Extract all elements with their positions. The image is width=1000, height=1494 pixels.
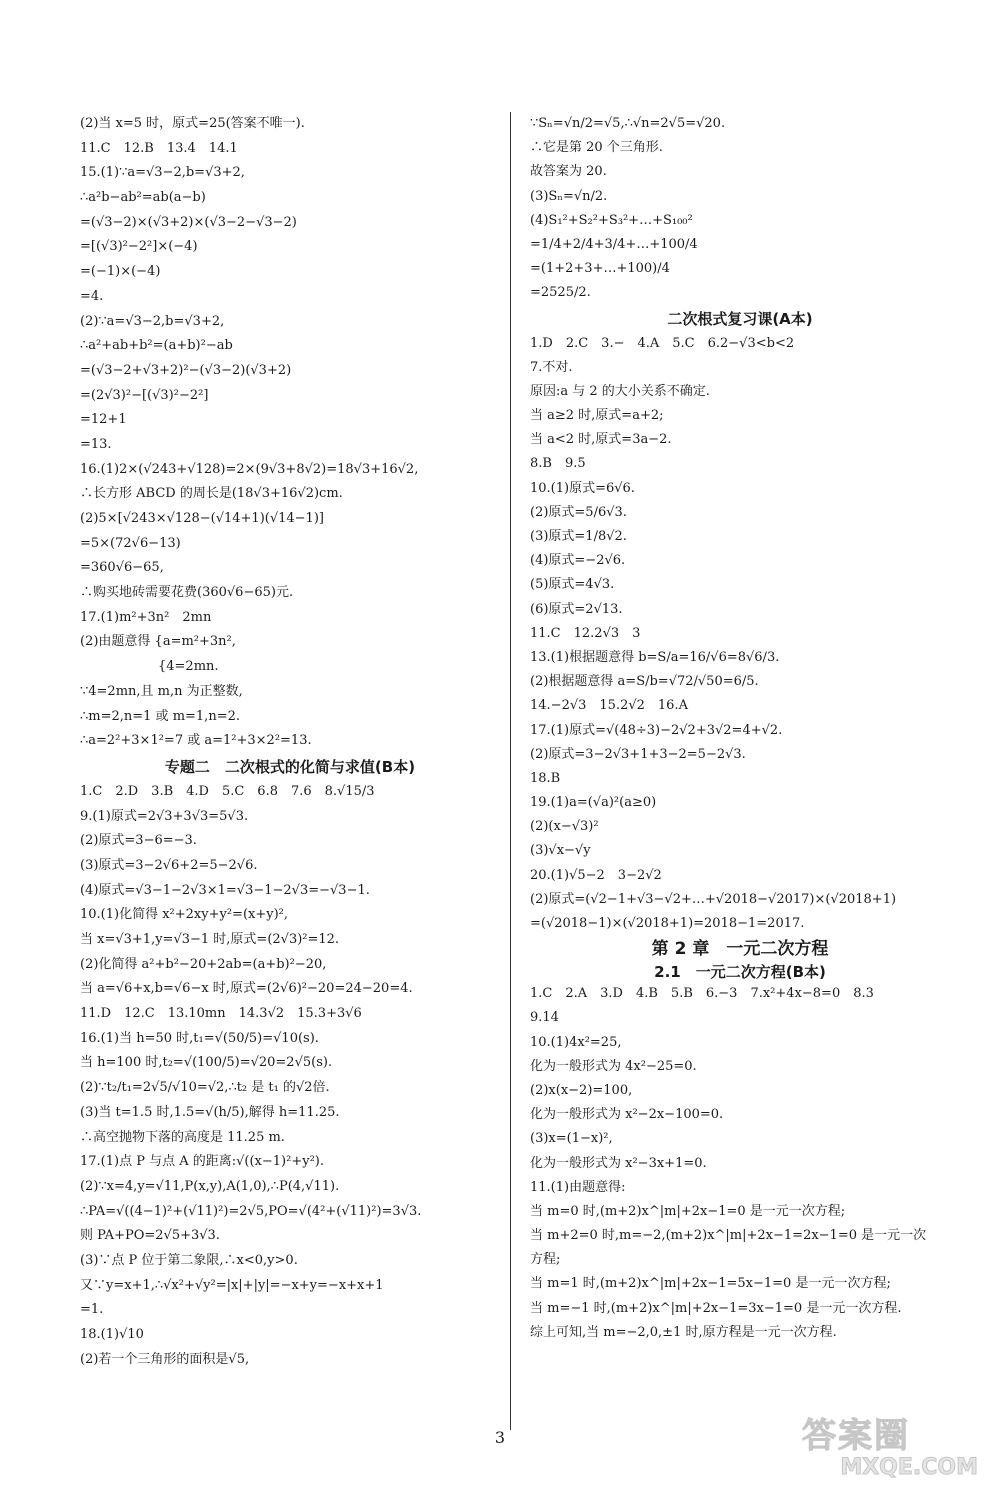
answer-line: 综上可知,当 m=−2,0,±1 时,原方程是一元一次方程. (530, 1324, 837, 1340)
answer-line: 16.(1)2×(√243+√128)=2×(9√3+8√2)=18√3+16√2, (80, 461, 419, 477)
answer-line: {4=2mn. (80, 659, 219, 675)
answer-line: ∴长方形 ABCD 的周长是(18√3+16√2)cm. (80, 486, 343, 502)
answer-line: 当 a≥2 时,原式=a+2; (530, 408, 664, 424)
answer-line: 16.(1)当 h=50 时,t₁=√(50/5)=√10(s). (80, 1030, 319, 1046)
answer-line: ∴m=2,n=1 或 m=1,n=2. (80, 708, 240, 724)
answer-line: ∴高空抛物下落的高度是 11.25 m. (80, 1129, 285, 1145)
answer-line: 10.(1)4x²=25, (530, 1034, 622, 1050)
answer-line: (2)原式=(√2−1+√3−√2+…+√2018−√2017)×(√2018+1) (530, 891, 897, 907)
answer-line: ∴PA=√((4−1)²+(√11)²)=2√5,PO=√(4²+(√11)²)=3√3. (80, 1203, 422, 1219)
answer-line: =5×(72√6−13) (80, 535, 181, 551)
left-answers-block-1 (80, 112, 500, 754)
answer-line: (2)由题意得 {a=m²+3n², (80, 634, 236, 650)
answer-line: =(1+2+3+…+100)/4 (530, 261, 670, 277)
answer-line: 又∵y=x+1,∴√x²+√y²=|x|+|y|=−x+y=−x+x+1 (80, 1277, 384, 1293)
answer-line: 18.(1)√10 (80, 1327, 144, 1342)
answer-line: (4)S₁²+S₂²+S₃²+…+S₁₀₀² (530, 212, 693, 228)
answer-line: =(−1)×(−4) (80, 264, 161, 280)
answer-line: (6)原式=2√13. (530, 601, 623, 617)
answer-line: =2525/2. (530, 285, 591, 301)
answer-line: (3)√x−√y (530, 843, 591, 859)
answer-line: (2)原式=3−2√3+1+3−2=5−2√3. (530, 746, 746, 762)
right-answers-block-1 (530, 112, 950, 306)
answer-line: ∴a=2²+3×1²=7 或 a=1²+3×2²=13. (80, 733, 312, 749)
answer-line: (3)x=(1−x)², (530, 1131, 613, 1147)
answer-line: =13. (80, 436, 112, 452)
answer-line: (3)Sₙ=√n/2. (530, 188, 608, 204)
watermark-url: MXQE.COM (840, 1455, 978, 1480)
answer-line: ∴购买地砖需要花费(360√6−65)元. (80, 585, 294, 601)
section-heading-topic-2: 专题二 二次根式的化简与求值(B本) (164, 757, 416, 776)
answer-line: 18.B (530, 770, 561, 786)
answer-line: 1.C 2.A 3.D 4.B 5.B 6.−3 7.x²+4x−8=0 8.3 (530, 986, 874, 1002)
answer-line: =1. (80, 1302, 104, 1318)
answer-line: 当 m=0 时,(m+2)x^|m|+2x−1=0 是一元一次方程; (530, 1203, 846, 1219)
answer-line: 故答案为 20. (530, 164, 607, 180)
answer-line: (2)∵a=√3−2,b=√3+2, (80, 313, 225, 329)
answer-line: (2)化简得 a²+b²−20+2ab=(a+b)²−20, (80, 956, 327, 972)
answer-line: 17.(1)点 P 与点 A 的距离:√((x−1)²+y²). (80, 1154, 324, 1170)
answer-line: (4)原式=√3−1−2√3×1=√3−1−2√3=−√3−1. (80, 882, 370, 898)
answer-line: ∴a²+ab+b²=(a+b)²−ab (80, 338, 233, 354)
answer-line: =12+1 (80, 412, 127, 428)
answer-line: (2)若一个三角形的面积是√5, (80, 1351, 250, 1367)
column-divider (510, 112, 511, 1430)
answer-line: ∴它是第 20 个三角形. (530, 140, 663, 156)
answer-line: (2)5×[√243×√128−(√14+1)(√14−1)] (80, 511, 324, 526)
answer-line: 当 h=100 时,t₂=√(100/5)=√20=2√5(s). (80, 1055, 333, 1071)
answer-line: 当 x=√3+1,y=√3−1 时,原式=(2√3)²=12. (80, 932, 340, 947)
left-answers-block-2 (80, 780, 500, 1373)
answer-line: (2)原式=3−6=−3. (80, 833, 197, 849)
answer-line: 1.C 2.D 3.B 4.D 5.C 6.8 7.6 8.√15/3 (80, 783, 375, 799)
answer-line: (3)原式=1/8√2. (530, 529, 627, 544)
answer-line: =[(√3)²−2²]×(−4) (80, 239, 198, 255)
answer-line: 方程; (530, 1252, 561, 1268)
answer-line: (3)∵点 P 位于第二象限,∴x<0,y>0. (80, 1252, 298, 1268)
answer-line: 11.D 12.C 13.10mn 14.3√2 15.3+3√6 (80, 1006, 362, 1022)
answer-line: 13.(1)根据题意得 b=S/a=16/√6=8√6/3. (530, 649, 780, 665)
answer-line: 化为一般形式为 x²−3x+1=0. (530, 1155, 707, 1171)
answer-line: 15.(1)∵a=√3−2,b=√3+2, (80, 165, 245, 181)
answer-line: 20.(1)√5−2 3−2√2 (530, 867, 662, 883)
page-number: 3 (494, 1428, 506, 1447)
answer-line: (2)当 x=5 时，原式=25(答案不唯一). (80, 116, 305, 131)
answer-line: 11.C 12.B 13.4 14.1 (80, 140, 238, 156)
answer-line: 9.(1)原式=2√3+3√3=5√3. (80, 808, 249, 824)
answer-line: 化为一般形式为 4x²−25=0. (530, 1058, 697, 1074)
answer-line: =4. (80, 288, 104, 304)
right-answers-block-3 (530, 982, 950, 1345)
answer-line: =(√3−2+√3+2)²−(√3−2)(√3+2) (80, 362, 292, 378)
answer-line: (2)∵x=4,y=√11,P(x,y),A(1,0),∴P(4,√11). (80, 1178, 340, 1194)
answer-line: =(2√3)²−[(√3)²−2²] (80, 387, 209, 403)
watermark-text: 答案圈 (802, 1416, 910, 1456)
answer-line: 当 m+2=0 时,m=−2,(m+2)x^|m|+2x−1=2x−1=0 是一元一次 (530, 1228, 927, 1244)
answer-line: 原因:a 与 2 的大小关系不确定. (530, 383, 710, 399)
answer-line: 化为一般形式为 x²−2x−100=0. (530, 1107, 724, 1123)
answer-line: (2)∵t₂/t₁=2√5/√10=√2,∴t₂ 是 t₁ 的√2倍. (80, 1080, 330, 1096)
answer-line: =(√3−2)×(√3+2)×(√3−2−√3−2) (80, 214, 297, 230)
answer-line: 19.(1)a=(√a)²(a≥0) (530, 795, 657, 811)
answer-line: (2)原式=5/6√3. (530, 504, 627, 520)
answer-line: 9.14 (530, 1010, 559, 1026)
section-heading-review: 二次根式复习课(A本) (667, 309, 813, 328)
answer-line: 1.D 2.C 3.− 4.A 5.C 6.2−√3<b<2 (530, 335, 795, 351)
answer-line: 17.(1)m²+3n² 2mn (80, 609, 212, 625)
answer-line: (5)原式=4√3. (530, 577, 615, 593)
left-column (80, 112, 500, 1372)
answer-line: (3)原式=3−2√6+2=5−2√6. (80, 857, 258, 873)
answer-line: 当 a<2 时,原式=3a−2. (530, 432, 672, 448)
watermark-logo (792, 1404, 982, 1484)
answer-line: (4)原式=−2√6. (530, 553, 626, 569)
answer-line: ∵4=2mn,且 m,n 为正整数, (80, 683, 243, 699)
answer-line: 14.−2√3 15.2√2 16.A (530, 698, 688, 714)
answer-line: 当 m=−1 时,(m+2)x^|m|+2x−1=3x−1=0 是一元一次方程. (530, 1300, 902, 1316)
answer-line: 则 PA+PO=2√5+3√3. (80, 1228, 220, 1244)
right-answers-block-2 (530, 332, 950, 937)
answer-line: ∵Sₙ=√n/2=√5,∴√n=2√5=√20. (530, 116, 726, 131)
answer-line: (3)当 t=1.5 时,1.5=√(h/5),解得 h=11.25. (80, 1104, 340, 1120)
chapter-heading: 第 2 章 一元二次方程 (651, 939, 829, 960)
answer-line: 8.B 9.5 (530, 456, 586, 472)
section-heading-2-1: 2.1 一元二次方程(B本) (654, 963, 826, 982)
answer-line: =360√6−65, (80, 560, 164, 576)
answer-line: (2)根据题意得 a=S/b=√72/√50=6/5. (530, 674, 759, 690)
answer-line: 当 m=1 时,(m+2)x^|m|+2x−1=5x−1=0 是一元一次方程; (530, 1276, 891, 1292)
answer-line: ∴a²b−ab²=ab(a−b) (80, 190, 206, 206)
answer-line: 11.C 12.2√3 3 (530, 625, 641, 641)
right-column (530, 112, 950, 1345)
answer-line: (2)(x−√3)² (530, 819, 599, 835)
answer-line: 10.(1)原式=6√6. (530, 480, 635, 496)
answer-line: (2)x(x−2)=100, (530, 1082, 633, 1098)
answer-line: =(√2018−1)×(√2018+1)=2018−1=2017. (530, 916, 805, 931)
answer-line: 11.(1)由题意得: (530, 1179, 626, 1195)
answer-line: 当 a=√6+x,b=√6−x 时,原式=(2√6)²−20=24−20=4. (80, 981, 413, 997)
answer-line: 7.不对. (530, 359, 573, 375)
answer-line: 17.(1)原式=√(48÷3)−2√2+3√2=4+√2. (530, 722, 783, 738)
answer-line: =1/4+2/4+3/4+…+100/4 (530, 236, 698, 252)
answer-line: 10.(1)化简得 x²+2xy+y²=(x+y)², (80, 907, 289, 923)
